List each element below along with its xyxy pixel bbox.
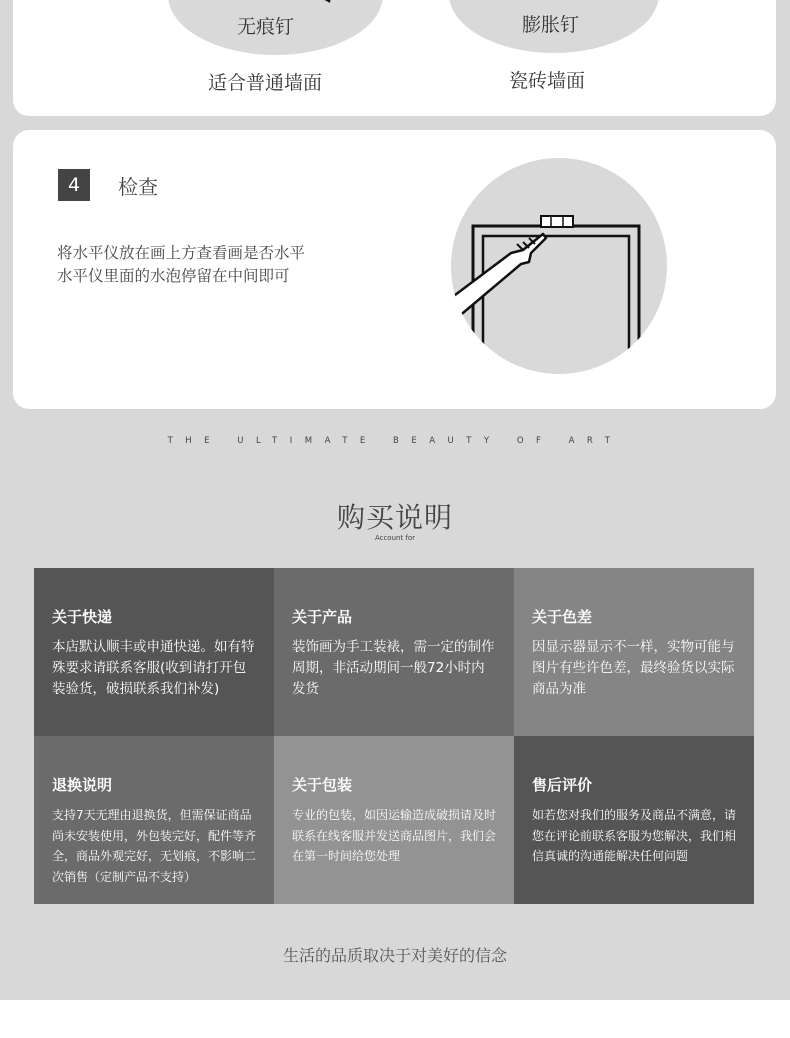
purchase-info-grid	[34, 568, 754, 904]
info-cell-title: 关于产品	[292, 608, 353, 626]
step-description-line-2: 水平仪里面的水泡停留在中间即可	[57, 267, 290, 285]
info-cell-title: 退换说明	[52, 776, 113, 794]
step-number-badge: 4	[58, 169, 90, 201]
info-cell-title: 售后评价	[532, 776, 593, 794]
info-cell-shipping	[34, 568, 274, 736]
info-cell-body: 如若您对我们的服务及商品不满意，请您在评论前联系客服为您解决，我们相信真诚的沟通能解决任何问题	[532, 808, 737, 863]
info-cell-title: 关于包装	[292, 776, 353, 794]
caption-normal-wall: 适合普通墙面	[208, 72, 323, 94]
step-description-line-1: 将水平仪放在画上方查看画是否水平	[57, 244, 306, 262]
info-cell-body: 装饰画为手工装裱，需一定的制作周期，非活动期间一般72小时内发货	[292, 639, 495, 697]
info-cell-after-sales	[514, 736, 754, 904]
purchase-section-subtitle: Account for	[374, 534, 416, 542]
step-title: 检查	[118, 175, 158, 199]
info-cell-packaging	[274, 736, 514, 904]
nail-label-traceless: 无痕钉	[237, 16, 295, 38]
info-cell-title: 关于色差	[532, 608, 593, 626]
step-description	[57, 242, 357, 288]
info-cell-body: 专业的包装，如因运输造成破损请及时联系在线客服并发送商品图片，我们会在第一时间给您处理	[292, 808, 497, 863]
nail-label-expansion: 膨胀钉	[522, 14, 580, 36]
info-cell-color-difference	[514, 568, 754, 736]
tagline: THE ULTIMATE BEAUTY OF ART	[167, 436, 623, 446]
purchase-section-title: 购买说明	[336, 501, 453, 534]
info-cell-title: 关于快递	[52, 608, 113, 626]
info-cell-returns	[34, 736, 274, 904]
info-cell-body: 因显示器显示不一样，实物可能与图片有些许色差，最终验货以实际商品为准	[532, 639, 735, 697]
info-cell-body: 支持7天无理由退换货，但需保证商品尚未安装使用，外包装完好，配件等齐全，商品外观完好，无划痕，不影响二次销售（定制产品不支持）	[52, 808, 257, 884]
info-cell-product	[274, 568, 514, 736]
info-cell-body: 本店默认顺丰或申通快递。如有特殊要求请联系客服(收到请打开包装验货，破损联系我们补发)	[52, 639, 255, 697]
nail-types-card	[13, 0, 776, 116]
spirit-level-illustration-icon	[451, 158, 667, 374]
footer-slogan: 生活的品质取决于对美好的信念	[282, 946, 507, 965]
caption-tile-wall: 瓷砖墙面	[509, 70, 586, 92]
level-illustration-circle	[451, 158, 667, 374]
step-check-card	[13, 130, 776, 409]
